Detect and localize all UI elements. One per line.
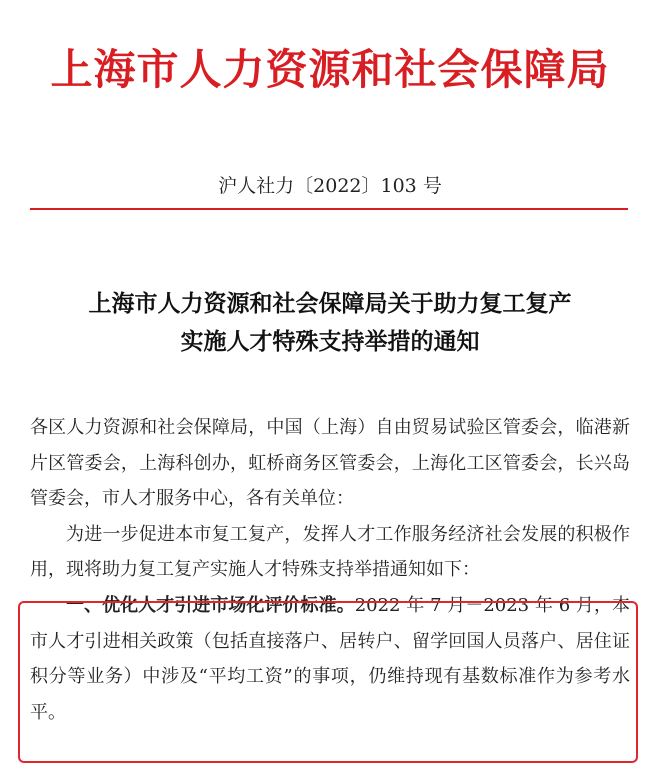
- document-number: 沪人社力〔2022〕103 号: [218, 175, 442, 197]
- document-title: [0, 285, 660, 361]
- title-line-1: 上海市人力资源和社会保障局关于助力复工复产: [88, 290, 572, 317]
- masthead-title: 上海市人力资源和社会保障局: [50, 45, 610, 94]
- item-1-heading: 一、优化人才引进市场化评价标准。: [66, 594, 355, 616]
- highlight-box: [18, 601, 638, 763]
- red-divider: [30, 208, 628, 210]
- recipients-paragraph: 各区人力资源和社会保障局，中国（上海）自由贸易试验区管委会，临港新片区管委会，上海科创办，虹桥商务区管委会，上海化工区管委会，长兴岛管委会，市人才服务中心，各有关单位：: [30, 417, 630, 510]
- title-line-2: 实施人才特殊支持举措的通知: [180, 328, 480, 355]
- item-1-text: 2022 年 7 月－2023 年 6 月，本市人才引进相关政策（包括直接落户、居转户、留学回国人员落户、居住证积分等业务）中涉及“平均工资”的事项，仍维持现有基数标准作为参考水平。: [30, 594, 631, 723]
- intro-paragraph: 为进一步促进本市复工复产，发挥人才工作服务经济社会发展的积极作用，现将助力复工复产实施人才特殊支持举措通知如下：: [30, 523, 630, 581]
